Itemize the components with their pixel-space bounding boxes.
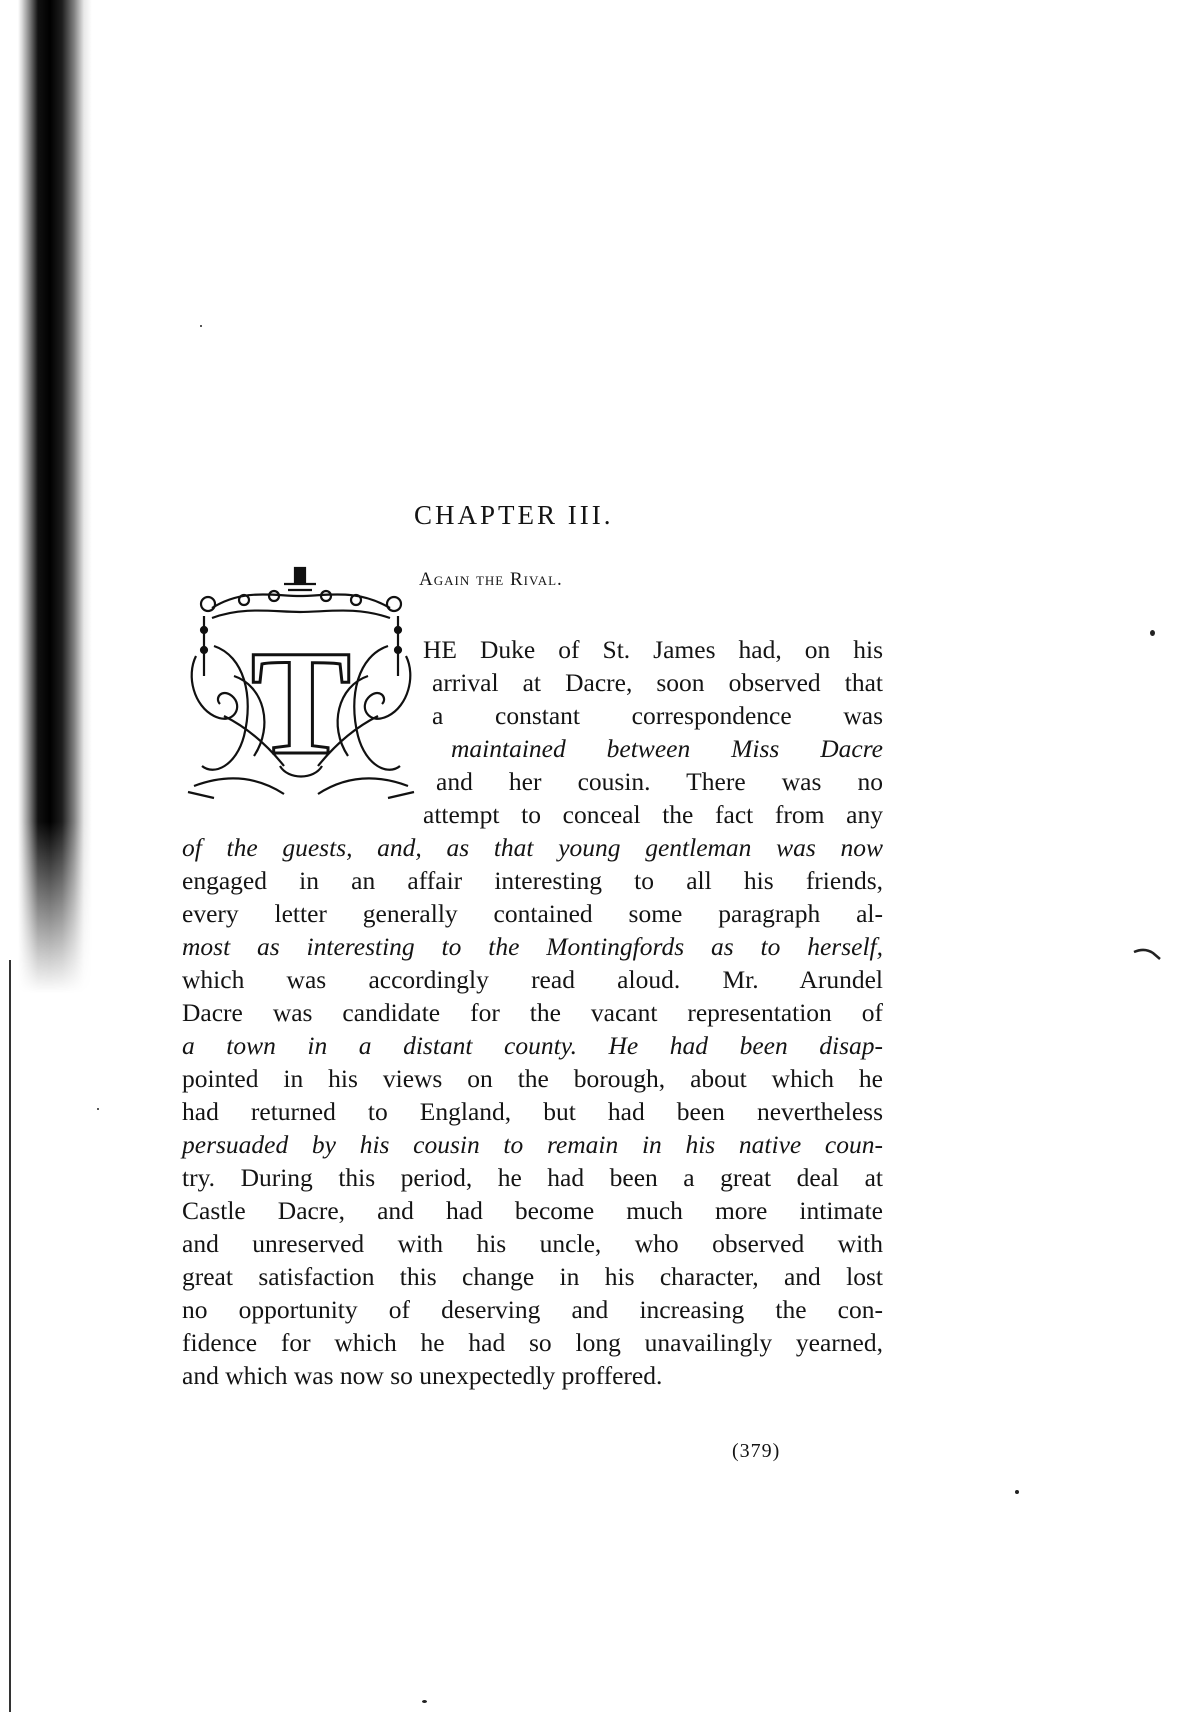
scan-mark <box>1133 948 1161 962</box>
text-line: HE Duke of St. James had, on his <box>423 635 883 664</box>
chapter-subheading: Again the Rival. <box>419 569 563 590</box>
binding-shadow <box>0 0 92 1712</box>
page-number: (379) <box>732 1440 781 1462</box>
text-line: and unreserved with his uncle, who observed with <box>182 1229 883 1258</box>
drop-cap-letter: T <box>250 620 352 786</box>
scan-speck <box>200 325 202 327</box>
chapter-heading: CHAPTER III. <box>414 500 614 530</box>
scan-speck <box>1150 630 1155 636</box>
text-line: most as interesting to the Montingfords as to herself, <box>182 932 883 961</box>
text-line: try. During this period, he had been a great deal at <box>182 1163 883 1192</box>
text-line: had returned to England, but had been nevertheless <box>182 1097 883 1126</box>
text-line: and which was now so unexpectedly proffered. <box>182 1361 663 1390</box>
page-edge-line <box>9 960 11 1712</box>
scan-speck <box>97 1108 99 1110</box>
text-line: Dacre was candidate for the vacant representation of <box>182 998 883 1027</box>
text-line: pointed in his views on the borough, about which he <box>182 1064 883 1093</box>
text-line: great satisfaction this change in his character, and lost <box>182 1262 883 1291</box>
ornamental-drop-cap <box>184 566 418 800</box>
text-line: a town in a distant county. He had been disap- <box>182 1031 883 1060</box>
text-line: fidence for which he had so long unavailingly yearned, <box>182 1328 883 1357</box>
text-line: attempt to conceal the fact from any <box>423 800 883 829</box>
scan-speck <box>422 1700 427 1703</box>
text-line: every letter generally contained some paragraph al- <box>182 899 883 928</box>
text-line: no opportunity of deserving and increasing the con- <box>182 1295 883 1324</box>
text-line: of the guests, and, as that young gentleman was now <box>182 833 883 862</box>
text-line: engaged in an affair interesting to all his friends, <box>182 866 883 895</box>
text-line: Castle Dacre, and had become much more intimate <box>182 1196 883 1225</box>
text-line: maintained between Miss Dacre <box>451 734 883 763</box>
text-line: and her cousin. There was no <box>436 767 883 796</box>
text-line: persuaded by his cousin to remain in his native coun- <box>182 1130 883 1159</box>
text-line: a constant correspondence was <box>432 701 883 730</box>
scan-speck <box>1015 1490 1019 1494</box>
text-line: arrival at Dacre, soon observed that <box>432 668 883 697</box>
text-line: which was accordingly read aloud. Mr. Arundel <box>182 965 883 994</box>
